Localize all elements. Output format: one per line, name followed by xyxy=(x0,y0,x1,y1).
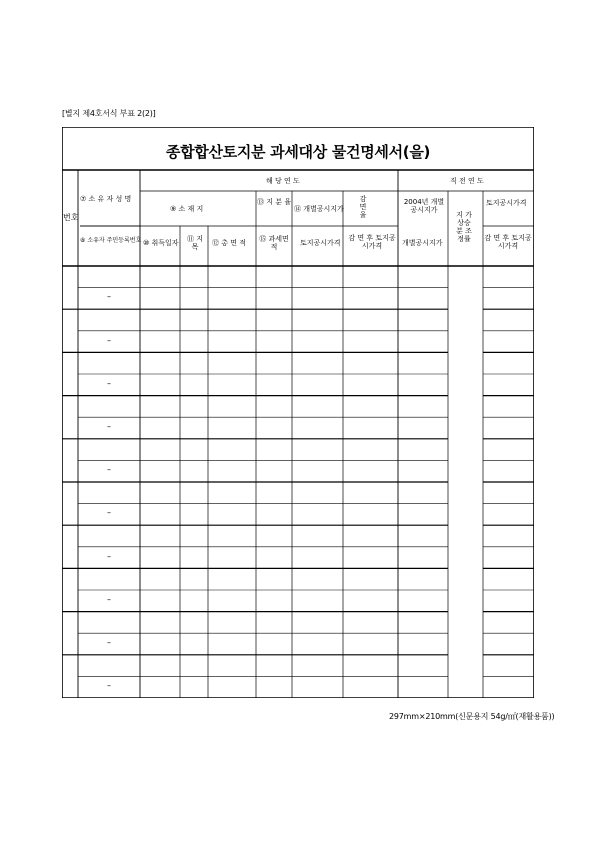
owner-id-dash: – xyxy=(107,292,111,302)
header-prior-land-price: 토지공시가격 xyxy=(486,199,527,207)
header-prior-after-reduction: 감 면 후 토지공시가격 xyxy=(484,234,532,250)
header-land-price: 토지공시가격 xyxy=(300,239,341,247)
owner-id-dash: – xyxy=(107,508,111,518)
owner-id-dash: – xyxy=(107,638,111,647)
form-title: 종합합산토지분 과세대상 물건명세서(을) xyxy=(165,143,431,161)
header-after-reduction-price: 감 면 후 토지공시가격 xyxy=(348,234,396,250)
paper-spec: 297mm×210mm(신문용지 54g/㎡(재활용품)) xyxy=(389,712,555,721)
owner-id-dash: – xyxy=(107,551,111,561)
owner-id-dash: – xyxy=(107,465,111,475)
header-location: ⑨ 소 재 지 xyxy=(170,205,204,213)
owner-id-dash: – xyxy=(107,335,111,345)
header-taxable-area: ⑮ 과세면 적 xyxy=(259,235,289,251)
owner-id-dash: – xyxy=(107,422,111,431)
header-official-price: ⑭ 개별공시지가 xyxy=(294,205,344,213)
owner-id-dash: – xyxy=(107,378,111,388)
owner-id-dash: – xyxy=(107,681,111,691)
header-reduction: 감 면 율 xyxy=(359,195,383,219)
owner-id-dash: – xyxy=(107,594,111,604)
header-owner-name: ⑦ 소 유 자 성 명 xyxy=(80,195,132,203)
header-current-year: 해 당 연 도 xyxy=(266,177,300,185)
header-total-area: ⑫ 총 면 적 xyxy=(212,239,246,247)
header-owner-id: ⑧ 소유자 주민등록번호 xyxy=(80,237,142,244)
header-share: ⑬ 지 분 율 xyxy=(257,198,291,206)
form-caption: [별지 제4호서식 부표 2(2)] xyxy=(62,109,156,118)
header-prior-price-year: 2004년 개별공시지가 xyxy=(403,198,445,214)
tax-object-statement-form xyxy=(62,127,534,698)
header-prior-year: 직 전 연 도 xyxy=(450,177,484,185)
header-prior-official-price: 개별공시지가 xyxy=(402,239,443,247)
header-serial: 번호 xyxy=(63,213,79,222)
header-acquisition-date: ⑩ 취득일자 xyxy=(143,239,179,247)
header-land-category: ⑪ 지 목 xyxy=(187,235,203,251)
header-adjust-rate: 지 가 상승분 조정률 xyxy=(456,211,472,243)
